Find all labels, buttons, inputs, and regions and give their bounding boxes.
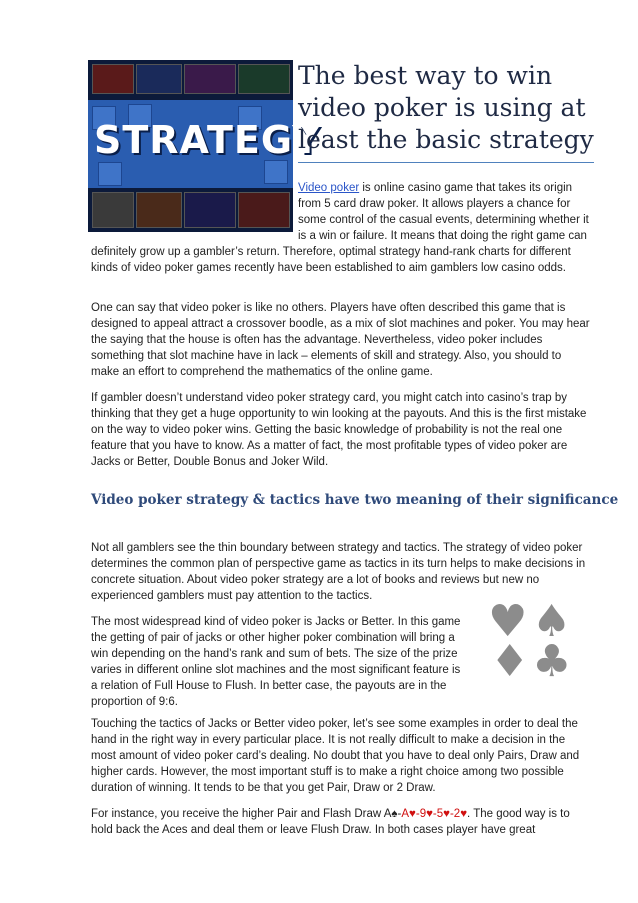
game-thumbnail bbox=[92, 64, 134, 94]
paragraph-4: Not all gamblers see the thin boundary between strategy and tactics. The strategy of video poker determines the common plan of perspective game as tactics in its turn helps to make decisions in concrete situation. About video poker strategy are a lot of books and reviews but new no experienced gamblers must pay attention to the tactics. bbox=[91, 542, 586, 602]
paragraph-7 bbox=[91, 806, 591, 838]
paragraph-7-start: For instance, you receive the higher Pair and Flash Draw A♠- bbox=[91, 808, 402, 820]
spade-icon: ♠ bbox=[532, 596, 572, 647]
card-suits-graphic bbox=[488, 596, 574, 687]
club-icon: ♣ bbox=[532, 636, 572, 687]
section-heading: Video poker strategy & tactics have two meaning of their significance bbox=[91, 492, 619, 508]
paragraph-2: One can say that video poker is like no others. Players have often described this game that is designed to appeal attract a crossover boodle, as a mix of slot machines and poker. You may hear the saying that the house is often has the advantage. Nevertheless, video poker includes something that slot machine have in lack – elements of skill and strategy. Also, you should to make an effort to comprehend the mathematics of the online game. bbox=[91, 302, 590, 378]
image-wrap-spacer bbox=[91, 180, 298, 242]
game-thumbnail bbox=[238, 64, 290, 94]
paragraph-5: The most widespread kind of video poker is Jacks or Better. In this game the getting of pair of jacks or other higher poker combination will bring a win depending on the hand’s rank and sum of bets. The size of the prize varies in different online slot machines and the most significant feature is a relation of Full House to Flush. In better case, the payouts are in the proportion of 9:6. bbox=[91, 616, 461, 708]
game-thumbnail bbox=[184, 64, 236, 94]
strategy-word: STRATEGY bbox=[94, 118, 321, 162]
card-sequence: A♥-9♥-5♥-2♥ bbox=[401, 808, 468, 820]
intro-paragraph-top bbox=[91, 180, 595, 276]
game-thumbnail bbox=[136, 64, 182, 94]
diamond-icon: ♦ bbox=[490, 636, 530, 687]
title-divider bbox=[298, 162, 594, 163]
heart-icon: ♥ bbox=[488, 596, 528, 647]
document-title: The best way to win video poker is using at least the basic strategy bbox=[298, 61, 594, 154]
intro-text: is online casino game that takes its origin from 5 card draw poker. It allows players a chance for some control of the casual events, determining whether it is a win or failure. It means that doing the right game can definitely grow up a gambler’s return. Therefore, optimal strategy hand-rank charts for different kinds of video poker games recently have been established to aim gamblers low casino odds. bbox=[91, 182, 589, 274]
paragraph-6: Touching the tactics of Jacks or Better video poker, let’s see some examples in order to deal the hand in the right way in every particular place. It is not really difficult to make a decision in the most amount of video poker card’s dealing. No doubt that you have to deal only Pairs, Draw and higher cards. However, the most important stuff is to make a right choice among two possible duration of winning. It tends to be that you get Pair, Draw or 2 Draw. bbox=[91, 718, 580, 794]
paragraph-3: If gambler doesn’t understand video poker strategy card, you might catch into casino’s trap by thinking that they get a huge opportunity to win looking at the payouts. And this is the first mistake on the way to video poker wins. Getting the basic knowledge of probability is not the real one feature that you have to know. As a matter of fact, the most profitable types of video poker are Jacks or Better, Double Bonus and Joker Wild. bbox=[91, 392, 587, 468]
video-poker-link[interactable]: Video poker bbox=[298, 182, 360, 194]
paragraph-7-end: . The good way is to hold back the Aces and deal them or leave Flush Draw. In both cases player have great bbox=[91, 808, 570, 836]
